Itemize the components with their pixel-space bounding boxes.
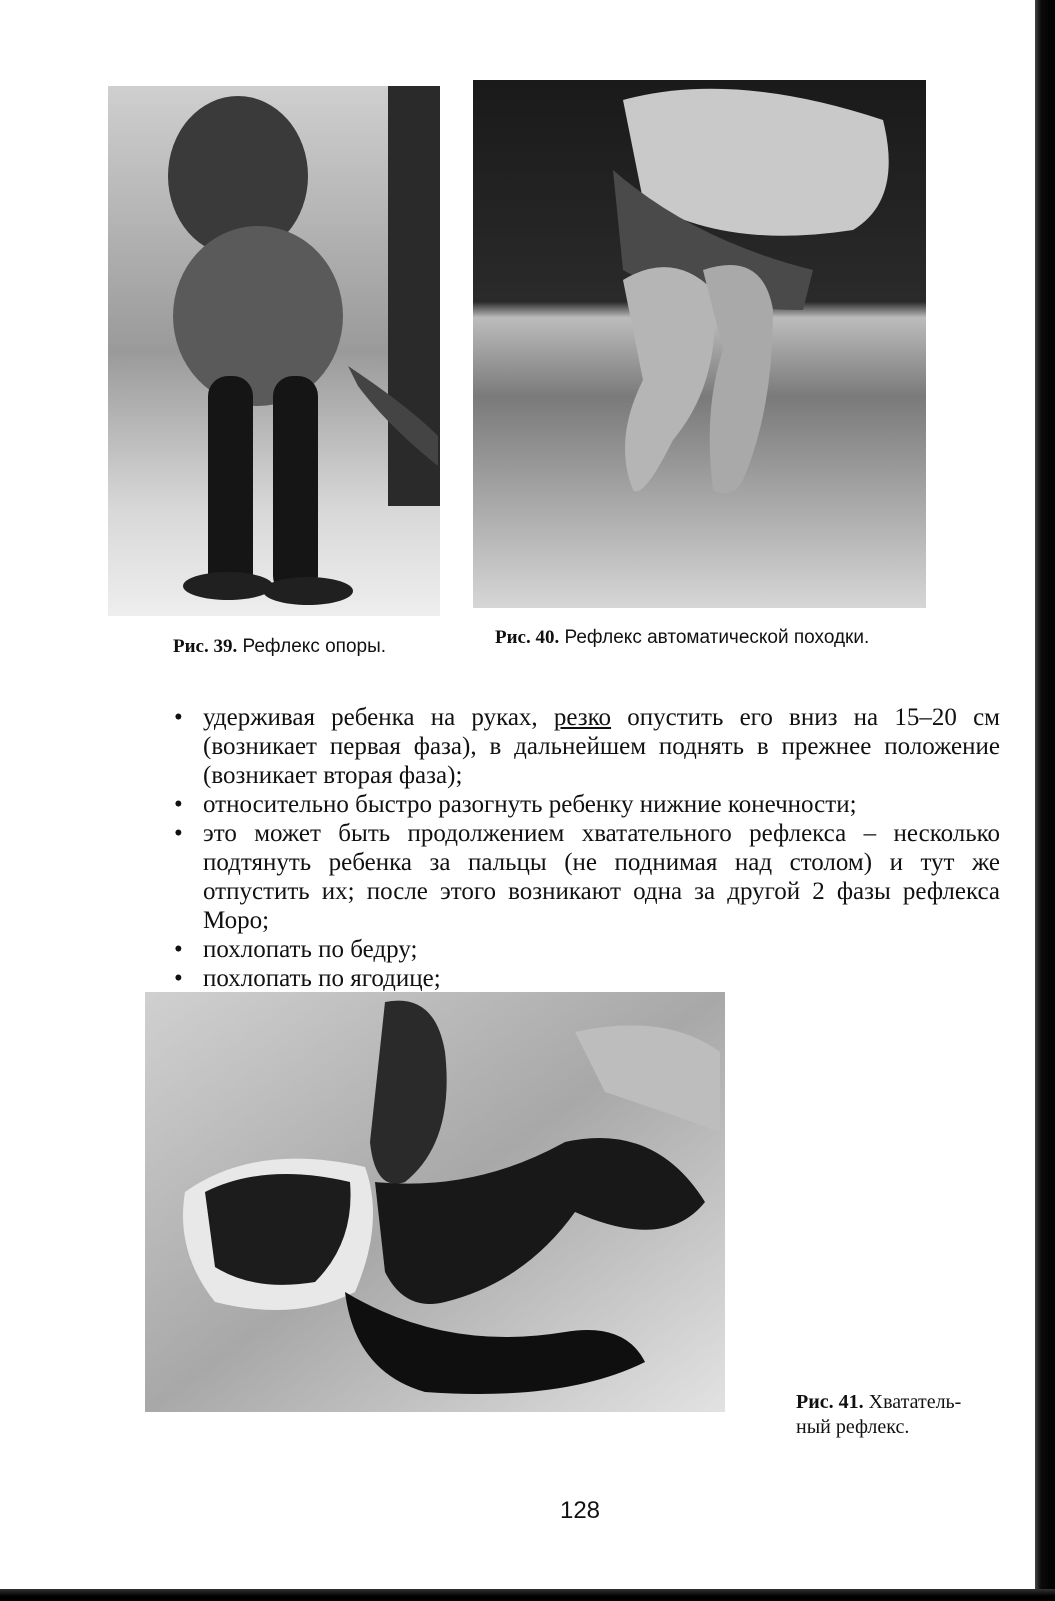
figure-40-label: Рис. 40. [495, 627, 560, 648]
figure-40-caption [495, 627, 869, 649]
page-number: 128 [559, 1497, 601, 1524]
figure-41-label: Рис. 41. [796, 1391, 864, 1413]
figure-41-photo [145, 992, 725, 1412]
list-item-underlined: резко [553, 704, 612, 731]
list-item-text: это может быть продолжением хватательного рефлекса – несколько подтянуть ребенка за пальцы (не поднимая над столом) и тут же отпустить их; после этого возникают одна за другой 2 фазы рефлекса Моро; [203, 820, 1000, 934]
figure-39-label: Рис. 39. [173, 636, 238, 657]
list-item [170, 790, 1000, 819]
figure-40-photo [473, 80, 926, 608]
bullet-icon: • [174, 936, 183, 963]
scan-edge-bottom [0, 1589, 1055, 1601]
list-item [170, 819, 1000, 935]
figure-39-photo [108, 86, 440, 616]
scan-edge-right [1035, 0, 1055, 1601]
list-item [170, 935, 1000, 964]
list-item-text: относительно быстро разогнуть ребенку нижние конечности; [203, 791, 857, 818]
figure-41-caption-line2: ный рефлекс. [796, 1416, 910, 1438]
reflex-method-list [170, 703, 1000, 993]
figure-39-caption [173, 636, 386, 658]
list-item-text-before: удерживая ребенка на руках, [203, 704, 554, 731]
bullet-icon: • [174, 704, 183, 731]
list-item-text: похлопать по ягодице; [203, 965, 441, 992]
list-item-text: похлопать по бедру; [203, 936, 418, 963]
figure-41-caption-line1: Хвататель- [868, 1391, 962, 1413]
bullet-icon: • [174, 791, 183, 818]
list-item [170, 703, 1000, 790]
list-item-text-after: опустить его вниз на 15–20 см (возникает первая фаза), в дальнейшем поднять в прежнее положение (возникает вторая фаза); [203, 704, 1000, 789]
bullet-icon: • [174, 965, 183, 992]
figure-39-caption-text: Рефлекс опоры. [242, 636, 387, 657]
figure-40-caption-text: Рефлекс автоматической походки. [564, 627, 870, 648]
figure-41-caption [796, 1390, 996, 1440]
list-item [170, 964, 1000, 993]
bullet-icon: • [174, 820, 183, 847]
